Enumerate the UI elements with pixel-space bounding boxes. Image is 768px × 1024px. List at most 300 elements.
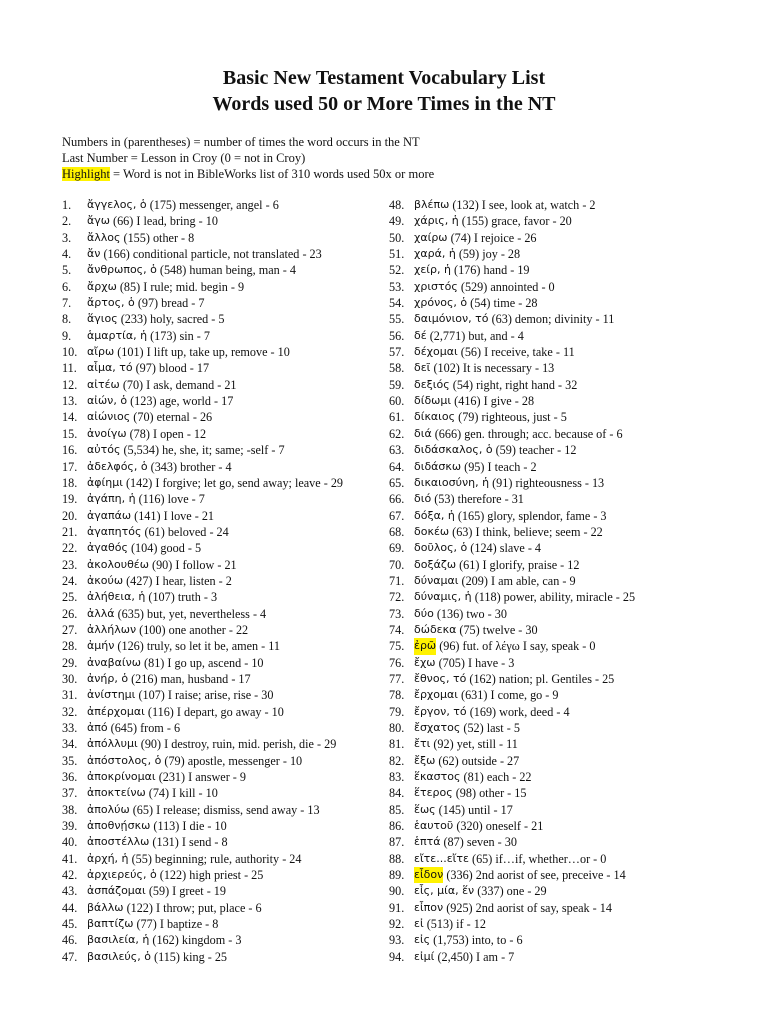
entry-definition: (136) two - 30 xyxy=(433,606,507,621)
entry-definition: (2,771) but, and - 4 xyxy=(426,328,524,343)
greek-word: ἀπόστολος, ὁ xyxy=(87,753,162,767)
entry-number: 79. xyxy=(389,704,405,719)
entry-definition: (529) annointed - 0 xyxy=(457,279,555,294)
entry-number: 84. xyxy=(389,786,405,801)
entry-definition: (132) I see, look at, watch - 2 xyxy=(449,198,596,212)
vocab-entry xyxy=(389,818,719,834)
entry-definition: (416) I give - 28 xyxy=(451,394,535,409)
entry-number: 50. xyxy=(389,230,405,245)
vocab-entry xyxy=(62,426,382,442)
vocab-entry xyxy=(389,393,719,409)
document-subtitle: Words used 50 or More Times in the NT xyxy=(212,93,556,115)
greek-word: ἀνοίγω xyxy=(87,426,127,440)
greek-word: εἶδον xyxy=(414,867,443,883)
entry-number: 76. xyxy=(389,655,405,670)
greek-word: αἰών, ὁ xyxy=(87,394,128,408)
vocab-entry xyxy=(62,491,382,507)
highlight-explanation: = Word is not in BibleWorks list of 310 words used 50x or more xyxy=(109,167,435,181)
entry-definition: (176) hand - 19 xyxy=(450,263,530,278)
entry-number: 72. xyxy=(389,590,405,605)
entry-number: 87. xyxy=(389,835,405,850)
greek-word: δώδεκα xyxy=(414,622,457,636)
greek-word: δοῦλος, ὁ xyxy=(414,541,468,555)
entry-number: 75. xyxy=(389,639,405,654)
entry-number: 11. xyxy=(62,361,77,376)
entry-definition: (123) age, world - 17 xyxy=(127,394,234,409)
vocab-entry xyxy=(62,851,382,867)
vocab-entry xyxy=(62,377,382,393)
entry-number: 66. xyxy=(389,492,405,507)
greek-word: ἔξω xyxy=(414,753,436,767)
greek-word: ἁμαρτία, ἡ xyxy=(87,328,148,342)
entry-number: 2. xyxy=(62,214,72,229)
entry-number: 65. xyxy=(389,475,405,490)
greek-word: ἀγάπη, ἡ xyxy=(87,492,136,506)
vocab-entry xyxy=(62,197,382,213)
entry-definition: (231) I answer - 9 xyxy=(155,770,246,785)
entry-number: 93. xyxy=(389,933,405,948)
vocab-entry xyxy=(389,883,719,899)
entry-definition: (162) kingdom - 3 xyxy=(149,933,242,948)
entry-definition: (165) glory, splendor, fame - 3 xyxy=(454,508,607,523)
vocab-entry xyxy=(62,328,382,344)
entry-number: 25. xyxy=(62,590,78,605)
entry-number: 32. xyxy=(62,704,78,719)
entry-definition: (343) brother - 4 xyxy=(147,459,232,474)
greek-word: δόξα, ἡ xyxy=(414,508,455,522)
entry-definition: (2,450) I am - 7 xyxy=(434,949,515,964)
entry-definition: (233) holy, sacred - 5 xyxy=(117,312,225,327)
greek-word: ἄρχω xyxy=(87,279,117,293)
entry-definition: (95) I teach - 2 xyxy=(461,459,537,474)
vocab-entry xyxy=(62,900,382,916)
entry-definition: (66) I lead, bring - 10 xyxy=(109,214,218,229)
greek-word: χριστός xyxy=(414,279,458,293)
entry-definition: (126) truly, so let it be, amen - 11 xyxy=(114,639,280,654)
vocab-entry xyxy=(389,867,719,883)
greek-word: ἀπολύω xyxy=(87,802,130,816)
greek-word: δικαιοσύνη, ἡ xyxy=(414,475,490,489)
entry-number: 29. xyxy=(62,655,78,670)
entry-number: 58. xyxy=(389,361,405,376)
vocab-entry xyxy=(389,671,719,687)
greek-word: αἴρω xyxy=(87,345,115,359)
greek-word: δοξάζω xyxy=(414,557,457,571)
vocab-entry xyxy=(389,704,719,720)
entry-number: 90. xyxy=(389,884,405,899)
entry-number: 30. xyxy=(62,671,78,686)
vocab-entry xyxy=(62,606,382,622)
entry-number: 42. xyxy=(62,868,78,883)
vocab-entry xyxy=(389,687,719,703)
entry-definition: (145) until - 17 xyxy=(435,802,513,817)
greek-word: ἀπέρχομαι xyxy=(87,704,145,718)
greek-word: ἀποθνῄσκω xyxy=(87,819,151,833)
vocab-entry xyxy=(389,720,719,736)
greek-word: χαίρω xyxy=(414,230,448,244)
vocab-entry xyxy=(62,246,382,262)
vocab-entry xyxy=(389,442,719,458)
greek-word: ἀδελφός, ὁ xyxy=(87,459,148,473)
entry-definition: (90) I destroy, ruin, mid. perish, die - 29 xyxy=(137,737,337,752)
vocab-entry xyxy=(62,540,382,556)
greek-word: ἄγγελος, ὁ xyxy=(87,198,147,211)
greek-word: ἕτερος xyxy=(414,786,453,800)
entry-number: 78. xyxy=(389,688,405,703)
vocab-entry xyxy=(389,344,719,360)
vocab-entry xyxy=(62,622,382,638)
vocab-entry xyxy=(389,230,719,246)
entry-number: 22. xyxy=(62,541,78,556)
entry-number: 1. xyxy=(62,198,72,212)
vocab-entry xyxy=(62,557,382,573)
entry-definition: (115) king - 25 xyxy=(150,949,228,964)
greek-word: βασιλεύς, ὁ xyxy=(87,949,151,963)
greek-word: ἀμήν xyxy=(87,639,115,653)
entry-number: 59. xyxy=(389,377,405,392)
entry-number: 94. xyxy=(389,949,405,964)
entry-number: 36. xyxy=(62,770,78,785)
entry-number: 38. xyxy=(62,802,78,817)
vocab-entry xyxy=(389,916,719,932)
vocab-entry xyxy=(62,279,382,295)
entry-number: 9. xyxy=(62,328,72,343)
entry-definition: (81) each - 22 xyxy=(460,770,532,785)
entry-number: 48. xyxy=(389,198,405,212)
entry-definition: (61) I glorify, praise - 12 xyxy=(456,557,580,572)
entry-number: 4. xyxy=(62,247,72,262)
vocab-entry xyxy=(389,900,719,916)
vocab-entry xyxy=(62,932,382,948)
vocab-entry xyxy=(389,655,719,671)
entry-definition: (320) oneself - 21 xyxy=(453,819,544,834)
vocab-entry xyxy=(389,851,719,867)
entry-number: 16. xyxy=(62,443,78,458)
entry-number: 13. xyxy=(62,394,78,409)
entry-number: 83. xyxy=(389,770,405,785)
entry-definition: (666) gen. through; acc. because of - 6 xyxy=(431,426,623,441)
greek-word: δίδωμι xyxy=(414,394,452,408)
vocab-entry xyxy=(62,916,382,932)
greek-word: ἀκούω xyxy=(87,573,124,587)
entry-definition: (92) yet, still - 11 xyxy=(430,737,518,752)
greek-word: ἀρχιερεύς, ὁ xyxy=(87,868,157,882)
greek-word: βασιλεία, ἡ xyxy=(87,933,150,947)
vocab-entry xyxy=(389,932,719,948)
vocab-column-left xyxy=(62,197,382,965)
entry-definition: (53) therefore - 31 xyxy=(431,492,524,507)
vocab-entry xyxy=(389,557,719,573)
greek-word: ἄνθρωπος, ὁ xyxy=(87,263,157,277)
greek-word: δίκαιος xyxy=(414,410,456,424)
greek-word: ἔρχομαι xyxy=(414,688,458,702)
vocab-entry xyxy=(389,524,719,540)
entry-number: 82. xyxy=(389,753,405,768)
entry-number: 26. xyxy=(62,606,78,621)
entry-definition: (427) I hear, listen - 2 xyxy=(123,573,232,588)
vocab-entry xyxy=(389,279,719,295)
entry-number: 31. xyxy=(62,688,78,703)
entry-number: 12. xyxy=(62,377,78,392)
entry-number: 27. xyxy=(62,622,78,637)
entry-number: 53. xyxy=(389,279,405,294)
greek-word: διά xyxy=(414,426,432,440)
entry-number: 7. xyxy=(62,296,72,311)
entry-number: 49. xyxy=(389,214,405,229)
vocab-entry xyxy=(62,802,382,818)
entry-number: 39. xyxy=(62,819,78,834)
greek-word: ἄλλος xyxy=(87,230,121,244)
entry-definition: (122) I throw; put, place - 6 xyxy=(123,900,262,915)
vocab-entry xyxy=(389,753,719,769)
vocab-entry xyxy=(389,311,719,327)
greek-word: ἀρχή, ἡ xyxy=(87,851,129,865)
greek-word: δαιμόνιον, τό xyxy=(414,312,489,326)
vocab-entry xyxy=(62,834,382,850)
vocab-entry xyxy=(62,769,382,785)
greek-word: ἀλλήλων xyxy=(87,622,137,636)
entry-definition: (336) 2nd aorist of see, preceive - 14 xyxy=(443,868,626,883)
greek-word: ἀπόλλυμι xyxy=(87,737,138,751)
vocab-entry xyxy=(62,360,382,376)
vocab-entry xyxy=(62,818,382,834)
entry-definition: (5,534) he, she, it; same; -self - 7 xyxy=(120,443,285,458)
vocab-entry xyxy=(62,393,382,409)
entry-definition: (62) outside - 27 xyxy=(435,753,520,768)
entry-definition: (513) if - 12 xyxy=(423,917,486,932)
entry-number: 55. xyxy=(389,312,405,327)
entry-definition: (59) I greet - 19 xyxy=(145,884,226,899)
entry-number: 92. xyxy=(389,917,405,932)
vocab-entry xyxy=(389,213,719,229)
entry-number: 33. xyxy=(62,721,78,735)
vocab-entry xyxy=(389,606,719,622)
entry-number: 67. xyxy=(389,508,405,523)
greek-word: ἔσχατος xyxy=(414,721,461,734)
entry-definition: (645) from - 6 xyxy=(107,721,181,735)
entry-definition: (91) righteousness - 13 xyxy=(489,475,605,490)
entry-number: 35. xyxy=(62,753,78,768)
greek-word: εἷς, μία, ἕν xyxy=(414,884,475,898)
entry-definition: (59) joy - 28 xyxy=(455,247,521,262)
greek-word: δύναμαι xyxy=(414,573,459,587)
greek-word: ἀπό xyxy=(87,721,108,734)
vocab-entry xyxy=(62,573,382,589)
entry-definition: (116) I depart, go away - 10 xyxy=(144,704,284,719)
entry-number: 21. xyxy=(62,524,78,539)
vocab-entry xyxy=(62,459,382,475)
vocab-entry xyxy=(389,769,719,785)
greek-word: εἴτε...εἴτε xyxy=(414,851,469,865)
greek-word: δοκέω xyxy=(414,524,450,538)
entry-number: 85. xyxy=(389,802,405,817)
entry-definition: (166) conditional particle, not translated - 23 xyxy=(100,247,322,262)
greek-word: βαπτίζω xyxy=(87,917,134,931)
greek-word: χρόνος, ὁ xyxy=(414,296,468,310)
entry-number: 28. xyxy=(62,639,78,654)
vocab-entry xyxy=(62,720,382,736)
greek-word: χαρά, ἡ xyxy=(414,247,456,261)
greek-word: διό xyxy=(414,492,432,506)
entry-definition: (155) other - 8 xyxy=(120,230,195,245)
vocab-entry xyxy=(389,197,719,213)
vocab-entry xyxy=(62,753,382,769)
entry-definition: (90) I follow - 21 xyxy=(148,557,237,572)
greek-word: αἰώνιος xyxy=(87,410,131,424)
vocab-entry xyxy=(62,687,382,703)
entry-number: 8. xyxy=(62,312,72,327)
entry-definition: (124) slave - 4 xyxy=(467,541,542,556)
entry-definition: (116) love - 7 xyxy=(135,492,205,507)
vocab-entry xyxy=(389,949,719,965)
greek-word: δύο xyxy=(414,606,434,620)
entry-definition: (122) high priest - 25 xyxy=(156,868,264,883)
entry-definition: (61) beloved - 24 xyxy=(141,524,229,539)
vocab-entry xyxy=(389,508,719,524)
entry-number: 69. xyxy=(389,541,405,556)
vocab-entry xyxy=(389,622,719,638)
greek-word: ἀποκτείνω xyxy=(87,786,146,800)
greek-word: ἀποκρίνομαι xyxy=(87,770,156,784)
entry-number: 81. xyxy=(389,737,405,752)
entry-number: 89. xyxy=(389,868,405,883)
highlight-label: Highlight xyxy=(62,167,110,181)
entry-number: 23. xyxy=(62,557,78,572)
greek-word: δεῖ xyxy=(414,361,431,375)
vocab-entry xyxy=(389,475,719,491)
entry-number: 77. xyxy=(389,671,405,686)
entry-definition: (81) I go up, ascend - 10 xyxy=(141,655,264,670)
vocab-entry xyxy=(62,589,382,605)
greek-word: χάρις, ἡ xyxy=(414,214,459,228)
vocab-entry xyxy=(62,704,382,720)
vocab-entry xyxy=(389,409,719,425)
vocab-entry xyxy=(389,736,719,752)
greek-word: ἕκαστος xyxy=(414,770,461,784)
entry-number: 64. xyxy=(389,459,405,474)
greek-word: ἀνήρ, ὁ xyxy=(87,671,129,685)
entry-number: 71. xyxy=(389,573,405,588)
vocab-entry xyxy=(389,295,719,311)
entry-definition: (74) I rejoice - 26 xyxy=(447,230,537,245)
entry-definition: (113) I die - 10 xyxy=(150,819,227,834)
entry-definition: (77) I baptize - 8 xyxy=(133,917,219,932)
entry-definition: (131) I send - 8 xyxy=(149,835,228,850)
entry-definition: (635) but, yet, nevertheless - 4 xyxy=(114,606,267,621)
greek-word: αὐτός xyxy=(87,443,121,457)
greek-word: ἀνίστημι xyxy=(87,688,136,702)
entry-number: 24. xyxy=(62,573,78,588)
greek-word: ἑαυτοῦ xyxy=(414,819,454,833)
entry-number: 18. xyxy=(62,475,78,490)
vocab-entry xyxy=(62,442,382,458)
greek-word: ἀγαθός xyxy=(87,541,128,555)
entry-number: 19. xyxy=(62,492,78,507)
intro-line-highlight xyxy=(62,166,434,182)
entry-number: 47. xyxy=(62,949,78,964)
entry-definition: (175) messenger, angel - 6 xyxy=(146,198,279,212)
entry-number: 86. xyxy=(389,819,405,834)
entry-definition: (85) I rule; mid. begin - 9 xyxy=(116,279,245,294)
vocab-entry xyxy=(62,949,382,965)
greek-word: ἀλήθεια, ἡ xyxy=(87,590,146,604)
entry-number: 14. xyxy=(62,410,78,425)
vocab-entry xyxy=(389,540,719,556)
entry-definition: (1,753) into, to - 6 xyxy=(430,933,523,948)
vocab-entry xyxy=(389,785,719,801)
greek-word: δέχομαι xyxy=(414,345,458,359)
entry-definition: (63) I think, believe; seem - 22 xyxy=(449,524,603,539)
entry-definition: (87) seven - 30 xyxy=(440,835,517,850)
entry-number: 46. xyxy=(62,933,78,948)
entry-definition: (56) I receive, take - 11 xyxy=(457,345,575,360)
document-title: Basic New Testament Vocabulary List xyxy=(222,67,546,89)
vocab-entry xyxy=(62,655,382,671)
entry-definition: (96) fut. of λέγω I say, speak - 0 xyxy=(436,639,596,654)
entry-definition: (705) I have - 3 xyxy=(435,655,515,670)
greek-word: ἔθνος, τό xyxy=(414,671,467,685)
vocab-entry xyxy=(389,834,719,850)
entry-definition: (70) eternal - 26 xyxy=(130,410,213,425)
entry-number: 40. xyxy=(62,835,78,850)
greek-word: εἰς xyxy=(414,933,431,947)
entry-definition: (162) nation; pl. Gentiles - 25 xyxy=(466,671,615,686)
entry-definition: (63) demon; divinity - 11 xyxy=(488,312,615,327)
entry-number: 62. xyxy=(389,426,405,441)
vocab-entry xyxy=(62,508,382,524)
entry-definition: (925) 2nd aorist of say, speak - 14 xyxy=(443,900,612,915)
entry-number: 6. xyxy=(62,279,72,294)
entry-definition: (97) blood - 17 xyxy=(132,361,210,376)
vocab-entry xyxy=(62,475,382,491)
greek-word: διδάσκω xyxy=(414,459,462,473)
entry-definition: (97) bread - 7 xyxy=(134,296,205,311)
greek-word: ἀγαπητός xyxy=(87,524,142,538)
greek-word: ἀκολουθέω xyxy=(87,557,149,571)
entry-definition: (102) It is necessary - 13 xyxy=(430,361,555,376)
vocab-entry xyxy=(389,802,719,818)
vocab-entry xyxy=(62,883,382,899)
entry-definition: (65) I release; dismiss, send away - 13 xyxy=(129,802,320,817)
greek-word: ἀλλά xyxy=(87,606,115,620)
greek-word: ἀσπάζομαι xyxy=(87,884,146,898)
entry-definition: (142) I forgive; let go, send away; leave - 29 xyxy=(122,475,344,490)
entry-number: 17. xyxy=(62,459,78,474)
vocab-entry xyxy=(389,246,719,262)
entry-definition: (100) one another - 22 xyxy=(136,622,249,637)
vocab-entry xyxy=(62,213,382,229)
vocab-entry xyxy=(389,459,719,475)
entry-number: 37. xyxy=(62,786,78,801)
entry-definition: (155) grace, favor - 20 xyxy=(458,214,572,229)
entry-definition: (98) other - 15 xyxy=(452,786,527,801)
greek-word: αἷμα, τό xyxy=(87,361,133,375)
greek-word: ἔχω xyxy=(414,655,436,669)
vocab-entry xyxy=(389,360,719,376)
greek-word: ἀγαπάω xyxy=(87,508,132,522)
vocab-entry xyxy=(389,377,719,393)
greek-word: βάλλω xyxy=(87,900,124,914)
vocab-entry xyxy=(389,638,719,654)
greek-word: εἶπον xyxy=(414,900,444,914)
vocab-entry xyxy=(389,573,719,589)
entry-number: 61. xyxy=(389,410,405,425)
entry-number: 45. xyxy=(62,917,78,932)
entry-definition: (75) twelve - 30 xyxy=(456,622,538,637)
entry-number: 63. xyxy=(389,443,405,458)
entry-number: 3. xyxy=(62,230,72,245)
entry-definition: (169) work, deed - 4 xyxy=(466,704,570,719)
